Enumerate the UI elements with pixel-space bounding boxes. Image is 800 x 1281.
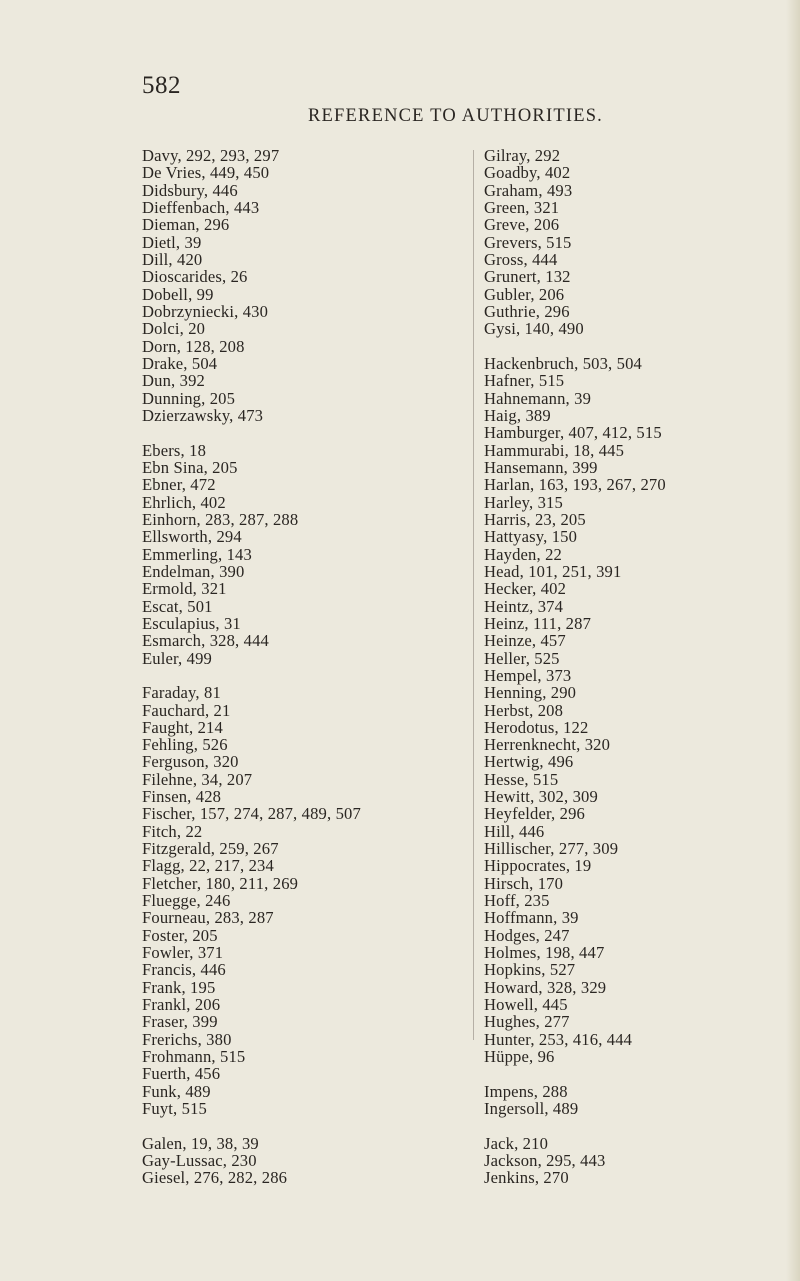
index-entry: Hammurabi, 18, 445 bbox=[484, 440, 625, 460]
index-entry: Fauchard, 21 bbox=[142, 700, 231, 720]
group-spacer bbox=[484, 1065, 784, 1082]
index-entry: Head, 101, 251, 391 bbox=[484, 561, 622, 581]
group-spacer bbox=[142, 1117, 472, 1134]
index-entry: Hafner, 515 bbox=[484, 371, 565, 391]
index-entry: Faught, 214 bbox=[142, 717, 223, 737]
index-entry: Finsen, 428 bbox=[142, 787, 222, 807]
index-entry: Esmarch, 328, 444 bbox=[142, 631, 269, 651]
index-entry: Gubler, 206 bbox=[484, 284, 565, 304]
index-entry: Hughes, 277 bbox=[484, 1012, 570, 1032]
index-entry: Herodotus, 122 bbox=[484, 717, 589, 737]
index-entry: Hill, 446 bbox=[484, 821, 545, 841]
index-entry: Dietl, 39 bbox=[142, 232, 202, 252]
group-spacer bbox=[484, 1117, 784, 1134]
index-entry: Ebers, 18 bbox=[142, 440, 207, 460]
index-entry: Howell, 445 bbox=[484, 995, 568, 1015]
index-entry: Harley, 315 bbox=[484, 492, 563, 512]
index-entry: Frerichs, 380 bbox=[142, 1029, 232, 1049]
index-entry: Greve, 206 bbox=[484, 215, 560, 235]
index-entry: Francis, 446 bbox=[142, 960, 226, 980]
index-entry: Heintz, 374 bbox=[484, 596, 564, 616]
index-entry: Faraday, 81 bbox=[142, 683, 221, 703]
index-entry: De Vries, 449, 450 bbox=[142, 163, 270, 183]
index-entry: Goadby, 402 bbox=[484, 163, 571, 183]
index-entry: Fletcher, 180, 211, 269 bbox=[142, 873, 299, 893]
index-entry: Emmerling, 143 bbox=[142, 544, 252, 564]
index-entry: Hamburger, 407, 412, 515 bbox=[484, 423, 662, 443]
index-entry: Heyfelder, 296 bbox=[484, 804, 585, 824]
group-spacer bbox=[484, 338, 784, 355]
index-entry: Gilray, 292 bbox=[484, 146, 561, 165]
index-entry: Hayden, 22 bbox=[484, 544, 562, 564]
index-entry: Hertwig, 496 bbox=[484, 752, 574, 772]
index-entry: Fuerth, 456 bbox=[142, 1064, 221, 1084]
index-entry: Drake, 504 bbox=[142, 353, 218, 373]
index-entry: Hahnemann, 39 bbox=[484, 388, 592, 408]
group-spacer bbox=[142, 667, 472, 684]
index-entry: Dioscarides, 26 bbox=[142, 267, 248, 287]
index-entry: Gay-Lussac, 230 bbox=[142, 1151, 257, 1171]
index-entry: Funk, 489 bbox=[142, 1081, 211, 1101]
index-entry: Heller, 525 bbox=[484, 648, 560, 668]
index-entry: Escat, 501 bbox=[142, 596, 213, 616]
index-entry: Davy, 292, 293, 297 bbox=[142, 146, 280, 165]
index-entry: Guthrie, 296 bbox=[484, 301, 570, 321]
index-entry: Heinz, 111, 287 bbox=[484, 613, 592, 633]
index-entry: Grevers, 515 bbox=[484, 232, 572, 252]
index-entry: Fraser, 399 bbox=[142, 1012, 218, 1032]
index-entry: Hippocrates, 19 bbox=[484, 856, 592, 876]
index-entry: Hattyasy, 150 bbox=[484, 527, 578, 547]
index-entry: Harris, 23, 205 bbox=[484, 509, 586, 529]
index-entry: Frank, 195 bbox=[142, 977, 216, 997]
index-entry: Galen, 19, 38, 39 bbox=[142, 1133, 259, 1153]
index-entry: Hoff, 235 bbox=[484, 891, 550, 911]
index-entry: Herbst, 208 bbox=[484, 700, 564, 720]
index-column-left bbox=[142, 147, 472, 1187]
index-entry: Filehne, 34, 207 bbox=[142, 769, 253, 789]
index-entry: Didsbury, 446 bbox=[142, 180, 238, 200]
index-entry: Dolci, 20 bbox=[142, 319, 206, 339]
index-entry: Graham, 493 bbox=[484, 180, 573, 200]
index-entry: Herrenknecht, 320 bbox=[484, 735, 611, 755]
index-entry: Dieffenbach, 443 bbox=[142, 197, 260, 217]
index-entry: Impens, 288 bbox=[484, 1081, 568, 1101]
page-edge-shadow bbox=[786, 0, 800, 1281]
index-entry: Hempel, 373 bbox=[484, 665, 572, 685]
index-entry: Flagg, 22, 217, 234 bbox=[142, 856, 274, 876]
index-entry: Hansemann, 399 bbox=[484, 457, 598, 477]
index-entry: Jackson, 295, 443 bbox=[484, 1151, 606, 1171]
page-number: 582 bbox=[142, 72, 181, 99]
index-entry: Ermold, 321 bbox=[142, 579, 227, 599]
index-entry: Hopkins, 527 bbox=[484, 960, 576, 980]
index-entry: Ingersoll, 489 bbox=[484, 1099, 579, 1119]
running-head: REFERENCE TO AUTHORITIES. bbox=[308, 106, 604, 126]
index-entry: Foster, 205 bbox=[142, 925, 218, 945]
index-entry: Giesel, 276, 282, 286 bbox=[142, 1168, 288, 1188]
index-entry: Fuyt, 515 bbox=[142, 1099, 207, 1119]
index-entry: Hewitt, 302, 309 bbox=[484, 787, 598, 807]
index-column-right bbox=[484, 147, 784, 1187]
index-entry: Dorn, 128, 208 bbox=[142, 336, 245, 356]
index-entry: Howard, 328, 329 bbox=[484, 977, 607, 997]
group-spacer bbox=[142, 424, 472, 441]
index-entry: Dzierzawsky, 473 bbox=[142, 405, 264, 425]
column-divider bbox=[473, 150, 474, 1040]
index-entry: Hillischer, 277, 309 bbox=[484, 839, 619, 859]
index-entry: Hüppe, 96 bbox=[484, 1047, 555, 1067]
index-entry: Frankl, 206 bbox=[142, 995, 221, 1015]
index-entry: Euler, 499 bbox=[142, 648, 212, 668]
index-entry: Green, 321 bbox=[484, 197, 560, 217]
index-entry: Einhorn, 283, 287, 288 bbox=[142, 509, 299, 529]
index-entry: Dobell, 99 bbox=[142, 284, 214, 304]
index-entry: Ebn Sina, 205 bbox=[142, 457, 238, 477]
index-entry: Haig, 389 bbox=[484, 405, 551, 425]
index-entry: Ebner, 472 bbox=[142, 475, 216, 495]
index-entry: Frohmann, 515 bbox=[142, 1047, 246, 1067]
index-entry: Heinze, 457 bbox=[484, 631, 566, 651]
index-entry: Hodges, 247 bbox=[484, 925, 570, 945]
index-entry: Harlan, 163, 193, 267, 270 bbox=[484, 475, 666, 495]
index-entry: Dill, 420 bbox=[142, 249, 203, 269]
index-entry: Gross, 444 bbox=[484, 249, 558, 269]
index-entry: Gysi, 140, 490 bbox=[484, 319, 584, 339]
index-entry: Henning, 290 bbox=[484, 683, 577, 703]
index-entry: Ferguson, 320 bbox=[142, 752, 239, 772]
index-entry: Hesse, 515 bbox=[484, 769, 559, 789]
index-entry: Fischer, 157, 274, 287, 489, 507 bbox=[142, 804, 361, 824]
index-entry: Fowler, 371 bbox=[142, 943, 224, 963]
index-entry: Ellsworth, 294 bbox=[142, 527, 242, 547]
index-entry: Fitzgerald, 259, 267 bbox=[142, 839, 279, 859]
index-entry: Ehrlich, 402 bbox=[142, 492, 226, 512]
index-entry: Dieman, 296 bbox=[142, 215, 230, 235]
index-entry: Dobrzyniecki, 430 bbox=[142, 301, 269, 321]
index-entry: Hecker, 402 bbox=[484, 579, 567, 599]
index-entry: Jenkins, 270 bbox=[484, 1168, 569, 1188]
index-entry: Endelman, 390 bbox=[142, 561, 245, 581]
index-entry: Holmes, 198, 447 bbox=[484, 943, 605, 963]
index-entry: Fehling, 526 bbox=[142, 735, 228, 755]
index-entry: Hackenbruch, 503, 504 bbox=[484, 353, 642, 373]
index-entry: Grunert, 132 bbox=[484, 267, 571, 287]
index-entry: Esculapius, 31 bbox=[142, 613, 241, 633]
index-entry: Dunning, 205 bbox=[142, 388, 236, 408]
index-entry: Fourneau, 283, 287 bbox=[142, 908, 274, 928]
index-entry: Jack, 210 bbox=[484, 1133, 549, 1153]
index-entry: Hunter, 253, 416, 444 bbox=[484, 1029, 633, 1049]
index-entry: Dun, 392 bbox=[142, 371, 205, 391]
index-entry: Hirsch, 170 bbox=[484, 873, 564, 893]
index-entry: Fitch, 22 bbox=[142, 821, 203, 841]
index-entry: Hoffmann, 39 bbox=[484, 908, 579, 928]
index-entry: Fluegge, 246 bbox=[142, 891, 231, 911]
